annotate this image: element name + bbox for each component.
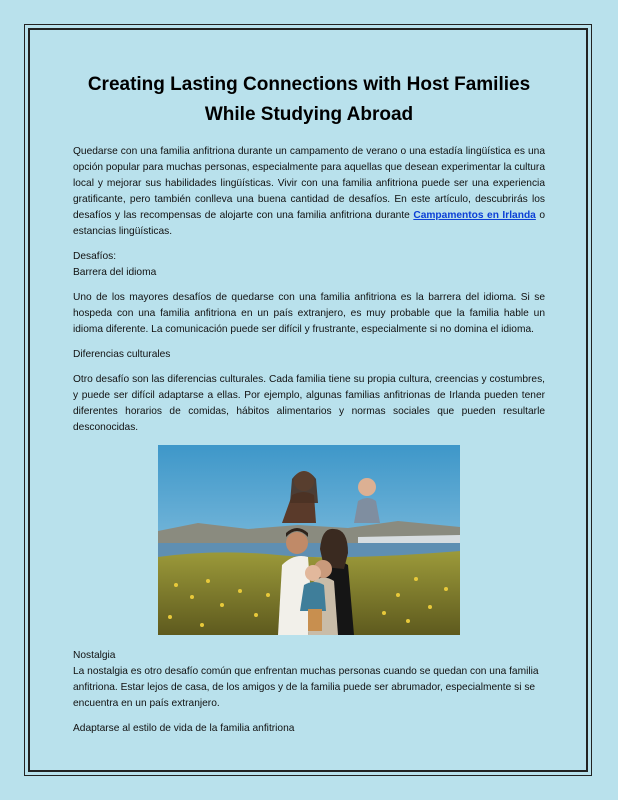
challenges-block: [73, 249, 545, 281]
intro-paragraph: [73, 144, 545, 240]
nostalgia-block: [73, 648, 545, 712]
boy-top: [354, 498, 380, 523]
intro-text-before-link: Quedarse con una familia anfitriona durante un campamento de verano o una estadía lingüística es una opción popular para muchas personas, especialmente para aquellas que desean experimentar la cultura local y mejorar sus habilidades lingüísticas. Vivir con una familia anfitriona puede ser una experiencia gratificante, pero también conlleva una buena cantidad de desafíos. En este artículo, descubrirás los desafíos y las recompensas de alojarte con una familia anfitriona durante: [73, 146, 545, 221]
challenges-label: Desafíos:: [73, 251, 117, 262]
boy-head: [358, 478, 376, 496]
toddler-pants: [308, 609, 322, 631]
document-body: [73, 70, 545, 746]
cultural-differences-paragraph: Otro desafío son las diferencias culturales. Cada familia tiene su propia cultura, creencias y costumbres, y puede ser difícil adaptarse a ellas. Por ejemplo, algunas familias anfitrionas de Irlanda pueden tener diferentes horarios de comidas, hábitos alimentarios y normas sociales que pueden resultarle desconocidas.: [73, 374, 545, 433]
campamentos-irlanda-link[interactable]: Campamentos en Irlanda: [413, 210, 536, 221]
father-head: [286, 532, 308, 554]
lifestyle-heading: Adaptarse al estilo de vida de la familia anfitriona: [73, 723, 295, 734]
language-barrier-paragraph: Uno de los mayores desafíos de quedarse con una familia anfitriona es la barrera del idioma. Si se hospeda con una familia anfitriona en un país extranjero, es muy probable que la familia hable un idioma diferente. La comunicación puede ser difícil y frustrante, especialmente si no domina el idioma.: [73, 292, 545, 335]
toddler-head: [305, 565, 321, 581]
toddler-shirt: [300, 582, 326, 611]
intro-text-after-link: o estancias lingüísticas.: [73, 210, 546, 237]
document-title: Creating Lasting Connections with Host Families While Studying Abroad: [87, 74, 531, 125]
nostalgia-paragraph: La nostalgia es otro desafío común que enfrentan muchas personas cuando se quedan con una familia anfitriona. Estar lejos de casa, de los amigos y de la familia puede ser abrumador, especialmente si se encuentra en un país extranjero.: [73, 666, 539, 709]
photo-container: [73, 445, 545, 635]
language-barrier-heading: Barrera del idioma: [73, 267, 157, 278]
cultural-differences-heading: Diferencias culturales: [73, 349, 171, 360]
nostalgia-heading: Nostalgia: [73, 650, 116, 661]
family-photo: [158, 445, 460, 635]
